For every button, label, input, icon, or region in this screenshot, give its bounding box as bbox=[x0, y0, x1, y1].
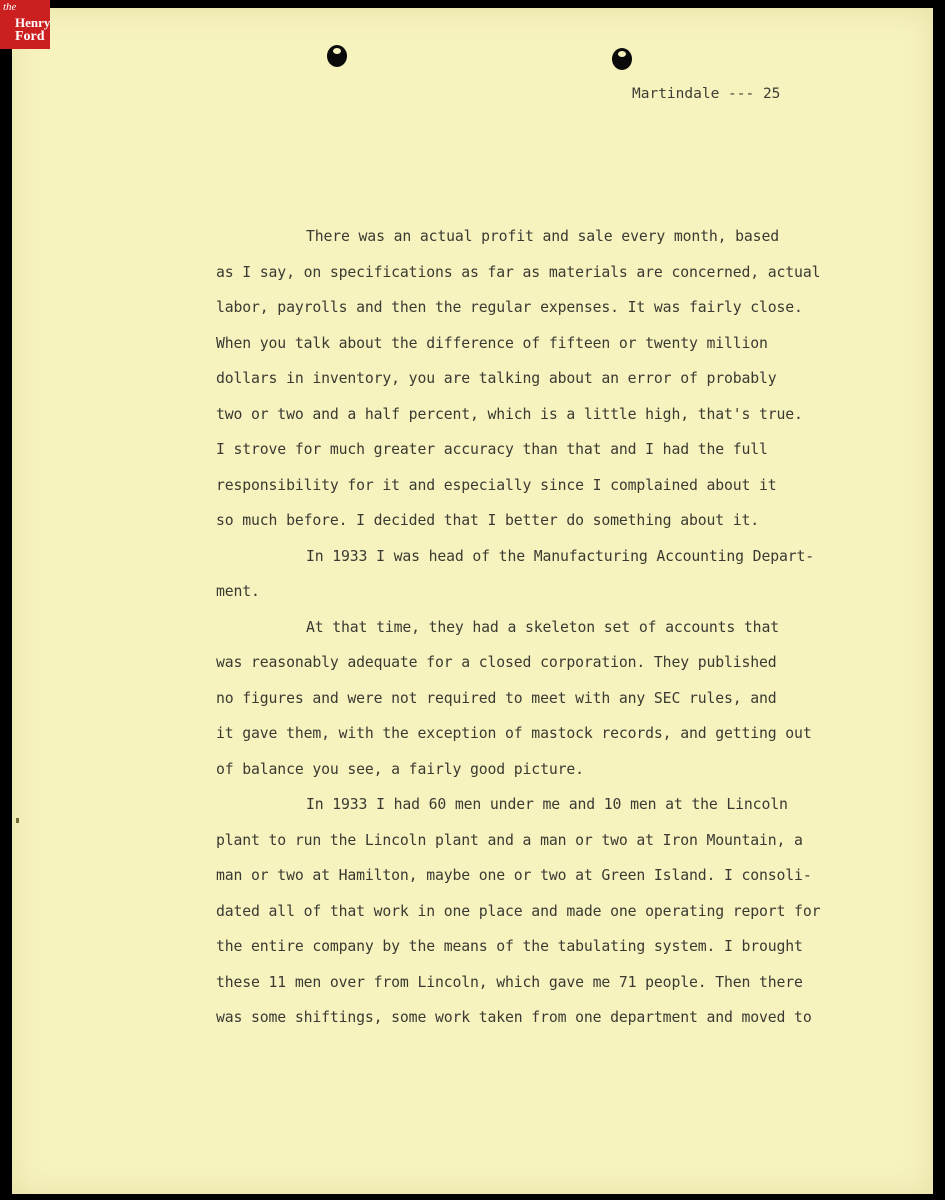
punch-hole-left bbox=[327, 45, 347, 67]
text-line: of balance you see, a fairly good picture. bbox=[216, 760, 584, 778]
text-line: the entire company by the means of the tabulating system. I brought bbox=[216, 938, 803, 955]
text-line: dated all of that work in one place and made one operating report for bbox=[216, 902, 821, 920]
text-line: was some shiftings, some work taken from one department and moved to bbox=[216, 1009, 812, 1026]
logo-the: the bbox=[3, 1, 17, 13]
text-line: In 1933 I had 60 men under me and 10 men at the Lincoln bbox=[306, 796, 788, 813]
typed-text-body bbox=[216, 226, 836, 1043]
text-line: two or two and a half percent, which is a little high, that's true. bbox=[216, 405, 803, 423]
typed-page bbox=[12, 8, 933, 1194]
text-line: these 11 men over from Lincoln, which gave me 71 people. Then there bbox=[216, 973, 803, 991]
punch-hole-right bbox=[612, 48, 632, 70]
logo-henry: Henry bbox=[15, 15, 51, 30]
logo-ford: Ford bbox=[15, 29, 45, 44]
text-line: man or two at Hamilton, maybe one or two at Green Island. I consoli- bbox=[216, 867, 812, 884]
text-line: dollars in inventory, you are talking about an error of probably bbox=[216, 370, 777, 387]
page-header: Martindale --- 25 bbox=[632, 86, 781, 102]
text-line: plant to run the Lincoln plant and a man or two at Iron Mountain, a bbox=[216, 831, 803, 849]
text-line: it gave them, with the exception of mastock records, and getting out bbox=[216, 725, 812, 742]
text-line: was reasonably adequate for a closed corporation. They published bbox=[216, 654, 777, 671]
henry-ford-logo bbox=[0, 0, 50, 49]
text-line: so much before. I decided that I better do something about it. bbox=[216, 512, 760, 529]
text-line: When you talk about the difference of fifteen or twenty million bbox=[216, 334, 768, 352]
text-line: At that time, they had a skeleton set of accounts that bbox=[306, 618, 779, 636]
text-line: labor, payrolls and then the regular expenses. It was fairly close. bbox=[216, 299, 803, 316]
text-line: responsibility for it and especially since I complained about it bbox=[216, 476, 777, 494]
text-line: no figures and were not required to meet with any SEC rules, and bbox=[216, 689, 777, 707]
text-line: as I say, on specifications as far as materials are concerned, actual bbox=[216, 263, 821, 281]
text-line: I strove for much greater accuracy than that and I had the full bbox=[216, 441, 768, 458]
text-line: There was an actual profit and sale every month, based bbox=[306, 228, 779, 245]
margin-mark bbox=[16, 818, 19, 823]
text-line: ment. bbox=[216, 583, 260, 600]
text-line: In 1933 I was head of the Manufacturing Accounting Depart- bbox=[306, 547, 814, 565]
